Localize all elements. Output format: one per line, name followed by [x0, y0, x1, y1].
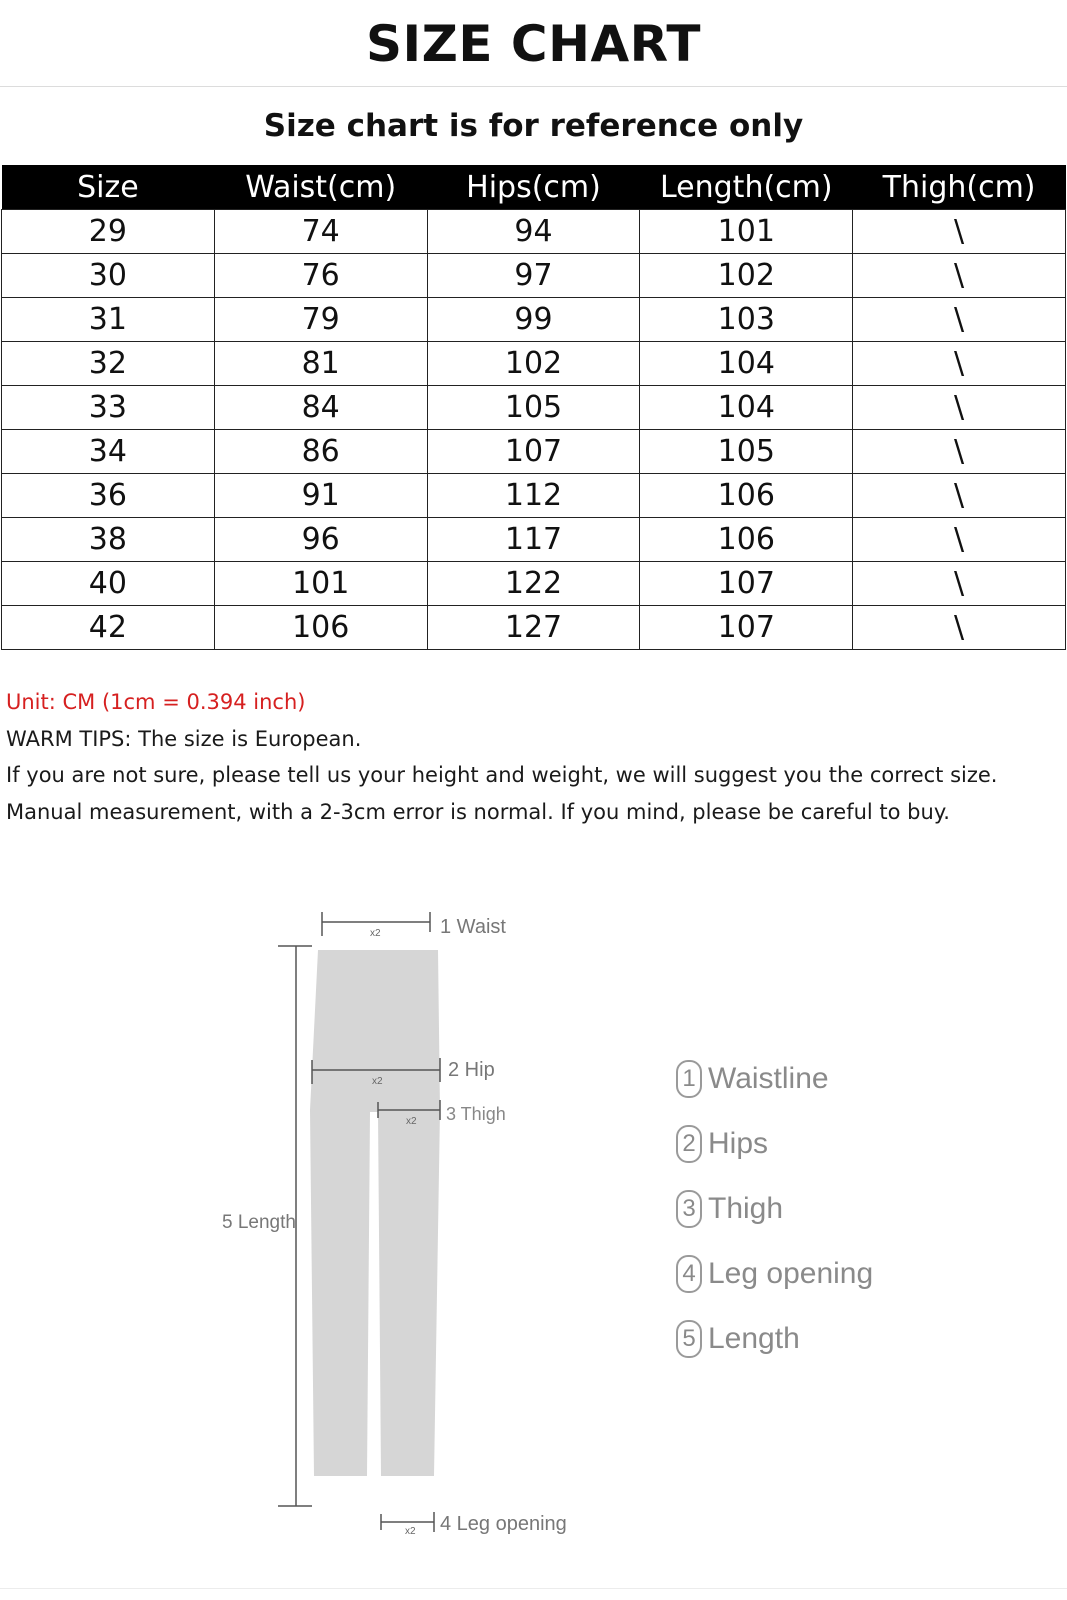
legend-label: Waistline — [708, 1061, 829, 1095]
hips-cell: 97 — [427, 254, 640, 298]
length-cell: 103 — [640, 298, 853, 342]
table-row — [2, 562, 1066, 606]
legend-label: Thigh — [708, 1191, 784, 1225]
table-header-row — [2, 165, 1066, 210]
warm-tips-note: WARM TIPS: The size is European. — [6, 726, 362, 751]
legend-item — [676, 1306, 976, 1371]
waist-cell: 96 — [214, 518, 427, 562]
waist-cell: 106 — [214, 606, 427, 650]
waist-cell: 91 — [214, 474, 427, 518]
thigh-diagram-label: 3 Thigh — [446, 1104, 506, 1124]
thigh-cell: \ — [853, 298, 1066, 342]
legend-label: Length — [708, 1321, 800, 1355]
size-cell: 42 — [2, 606, 215, 650]
column-header-waist: Waist(cm) — [214, 165, 427, 210]
legend-item — [676, 1176, 976, 1241]
unit-note: Unit: CM (1cm = 0.394 inch) — [6, 690, 306, 714]
length-cell: 104 — [640, 342, 853, 386]
hips-cell: 117 — [427, 518, 640, 562]
legend-item — [676, 1111, 976, 1176]
hips-cell: 127 — [427, 606, 640, 650]
length-cell: 107 — [640, 606, 853, 650]
measurement-error-note: Manual measurement, with a 2-3cm error is normal. If you mind, please be careful to buy. — [6, 799, 950, 824]
bottom-divider — [0, 1588, 1067, 1589]
waist-cell: 84 — [214, 386, 427, 430]
length-cell: 107 — [640, 562, 853, 606]
thigh-cell: \ — [853, 386, 1066, 430]
size-cell: 40 — [2, 562, 215, 606]
size-table — [1, 165, 1066, 650]
table-row — [2, 210, 1066, 254]
waist-cell: 76 — [214, 254, 427, 298]
legend-number: 2 — [676, 1125, 702, 1163]
thigh-x2-label: x2 — [406, 1116, 417, 1127]
waist-x2-label: x2 — [370, 928, 381, 939]
size-cell: 38 — [2, 518, 215, 562]
waist-diagram-label: 1 Waist — [440, 916, 506, 938]
waist-cell: 101 — [214, 562, 427, 606]
legend-number: 3 — [676, 1190, 702, 1228]
column-header-size: Size — [2, 165, 215, 210]
table-row — [2, 254, 1066, 298]
size-cell: 36 — [2, 474, 215, 518]
pants-silhouette — [310, 950, 440, 1476]
leg-opening-x2-label: x2 — [405, 1526, 416, 1537]
length-diagram-label: 5 Length — [222, 1212, 296, 1233]
hips-cell: 105 — [427, 386, 640, 430]
leg-opening-diagram-label: 4 Leg opening — [440, 1513, 567, 1535]
measurement-legend — [676, 1046, 976, 1371]
hips-cell: 102 — [427, 342, 640, 386]
thigh-cell: \ — [853, 430, 1066, 474]
hips-cell: 107 — [427, 430, 640, 474]
waist-cell: 86 — [214, 430, 427, 474]
thigh-cell: \ — [853, 474, 1066, 518]
page-title: SIZE CHART — [365, 15, 702, 73]
table-row — [2, 298, 1066, 342]
legend-number: 5 — [676, 1320, 702, 1358]
size-advice-note: If you are not sure, please tell us your height and weight, we will suggest you the correct size. — [6, 763, 998, 787]
legend-number: 4 — [676, 1255, 702, 1293]
table-row — [2, 518, 1066, 562]
column-header-hips: Hips(cm) — [427, 165, 640, 210]
size-cell: 29 — [2, 210, 215, 254]
column-header-length: Length(cm) — [640, 165, 853, 210]
length-cell: 102 — [640, 254, 853, 298]
thigh-cell: \ — [853, 342, 1066, 386]
table-row — [2, 342, 1066, 386]
thigh-cell: \ — [853, 562, 1066, 606]
hips-cell: 99 — [427, 298, 640, 342]
length-cell: 105 — [640, 430, 853, 474]
hip-diagram-label: 2 Hip — [448, 1059, 495, 1081]
size-cell: 32 — [2, 342, 215, 386]
legend-item — [676, 1046, 976, 1111]
length-cell: 104 — [640, 386, 853, 430]
table-row — [2, 474, 1066, 518]
waist-cell: 81 — [214, 342, 427, 386]
legend-item — [676, 1241, 976, 1306]
hips-cell: 112 — [427, 474, 640, 518]
thigh-cell: \ — [853, 210, 1066, 254]
thigh-cell: \ — [853, 254, 1066, 298]
waist-cell: 79 — [214, 298, 427, 342]
column-header-thigh: Thigh(cm) — [853, 165, 1066, 210]
size-cell: 30 — [2, 254, 215, 298]
length-cell: 106 — [640, 474, 853, 518]
legend-number: 1 — [676, 1060, 702, 1098]
legend-label: Leg opening — [708, 1256, 874, 1290]
length-cell: 101 — [640, 210, 853, 254]
hips-cell: 122 — [427, 562, 640, 606]
size-cell: 31 — [2, 298, 215, 342]
notes-block — [6, 684, 1061, 830]
page-subtitle: Size chart is for reference only — [263, 108, 804, 144]
thigh-cell: \ — [853, 518, 1066, 562]
title-divider — [0, 86, 1067, 87]
table-row — [2, 606, 1066, 650]
table-row — [2, 430, 1066, 474]
length-cell: 106 — [640, 518, 853, 562]
size-cell: 33 — [2, 386, 215, 430]
table-row — [2, 386, 1066, 430]
waist-cell: 74 — [214, 210, 427, 254]
hips-cell: 94 — [427, 210, 640, 254]
legend-label: Hips — [708, 1126, 769, 1160]
size-cell: 34 — [2, 430, 215, 474]
thigh-cell: \ — [853, 606, 1066, 650]
hip-x2-label: x2 — [372, 1076, 383, 1087]
